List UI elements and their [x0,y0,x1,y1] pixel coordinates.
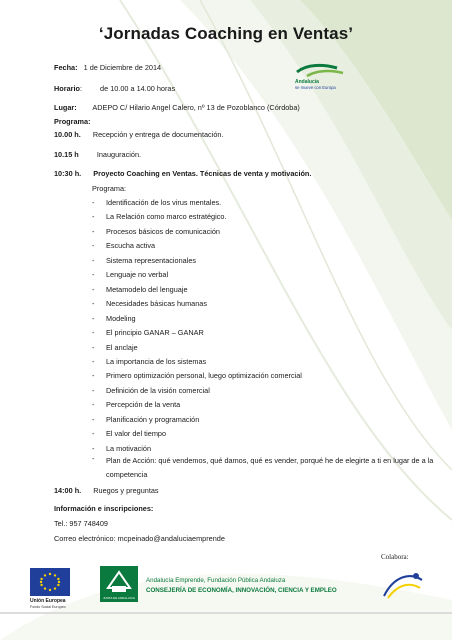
page-title: ‘Jornadas Coaching en Ventas’ [98,24,354,43]
lugar-label: Lugar: [54,103,77,112]
list-item: - Definición de la visión comercial [92,386,210,395]
list-item: - Lenguaje no verbal [92,270,169,279]
schedule-text: Recepción y entrega de documentación. [92,130,224,139]
list-item: - Identificación de los virus mentales. [92,198,222,207]
junta-line1: Andalucía Emprende, Fundación Pública Andaluza [146,577,286,584]
logo-line1: Andalucía [295,79,319,85]
programa-heading: Programa: [54,117,91,126]
list-item: - Escucha activa [92,241,156,250]
list-item: - Percepción de la venta [92,400,181,409]
horario-value: de 10.00 a 14.00 horas [100,84,176,93]
horario-label: Horario [54,84,80,93]
schedule-row [54,130,223,139]
list-item: - Metamodelo del lenguaje [92,285,188,294]
list-item: - Sistema representacionales [92,256,197,265]
collaborator-logo [378,566,428,602]
schedule-time: 10.00 h. [54,130,81,139]
horario-row [54,84,175,93]
info-heading: Información e inscripciones: [54,504,154,513]
junta-caption: JUNTA DE ANDALUCIA [102,596,136,600]
sub-programa-label: Programa: [92,184,127,193]
footer-divider [0,612,452,614]
list-item: - El valor del tiempo [92,429,167,438]
list-item: - Planificación y programación [92,415,200,424]
closing-row [54,486,159,495]
list-item: - Necesidades básicas humanas [92,299,207,308]
fecha-label: Fecha: [54,63,78,72]
andalucia-europa-logo [293,62,349,90]
list-item: - Plan de Acción: qué vendemos, qué damos, qué es vender, porqué he de elegirte a ti en lugar de a la competencia [92,454,434,479]
schedule-text: Inauguración. [96,150,142,159]
eu-fund: Fondo Social Europeo [30,605,66,609]
logo-line2: se mueve con Europa [295,85,336,90]
tel-text: Tel.: 957 748409 [54,519,108,528]
list-item: - La Relación como marco estratégico. [92,212,227,221]
list-item: - Modeling [92,314,136,323]
junta-line2: CONSEJERÍA DE ECONOMÍA, INNOVACIÓN, CIENCIA Y EMPLEO [146,587,337,594]
closing-text: Ruegos y preguntas [93,486,159,495]
schedule-time: 10:30 h. [54,169,82,178]
closing-time: 14:00 h. [54,486,82,495]
list-item: - El principio GANAR – GANAR [92,328,204,337]
schedule-row [54,169,311,178]
list-item: - Primero optimización personal, luego optimización comercial [92,371,302,380]
schedule-row [54,150,141,159]
schedule-text: Proyecto Coaching en Ventas. Técnicas de venta y motivación. [93,169,312,178]
list-item: - La importancia de los sistemas [92,357,207,366]
eu-flag-icon [30,568,70,596]
junta-andalucia-logo [100,566,138,602]
list-item: - El anclaje [92,343,138,352]
lugar-row [54,103,300,112]
fecha-value: 1 de Diciembre de 2014 [83,63,162,72]
email-text: Correo electrónico: mcpeinado@andaluciaemprende [54,534,225,543]
list-item: - Procesos básicos de comunicación [92,227,220,236]
schedule-time: 10.15 h [54,150,79,159]
list-item: - La motivación [92,444,152,453]
horario-sep: : [79,84,82,93]
lugar-value: ADEPO C/ Hilario Angel Calero, nº 13 de Pozoblanco (Córdoba) [92,103,300,112]
fecha-row [54,63,161,72]
eu-name: Unión Europea [30,598,66,604]
colabora-label: Colabora: [381,553,409,561]
